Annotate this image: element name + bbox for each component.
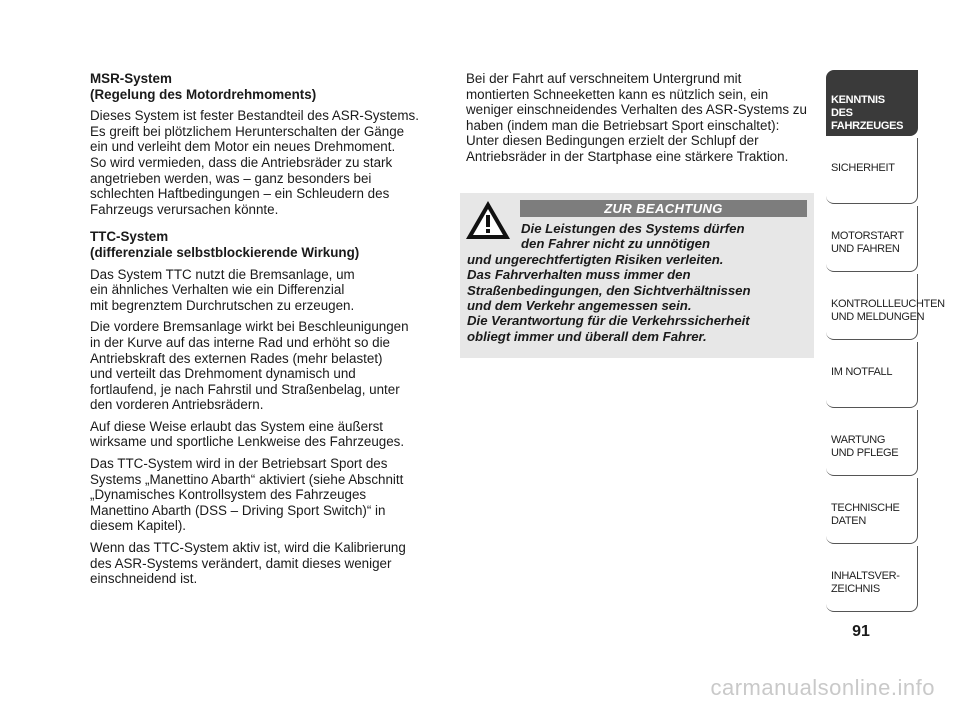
left-column: [90, 71, 436, 593]
ttc-heading: TTC-System (differenziale selbstblockierende Wirkung): [90, 229, 360, 260]
tab-sicherheit[interactable]: [826, 138, 918, 204]
right-column: [466, 71, 814, 171]
msr-heading: MSR-System (Regelung des Motordrehmoments): [90, 71, 317, 102]
ttc-paragraph-5: Wenn das TTC-System aktiv ist, wird die Kalibrierung des ASR-Systems verändert, damit dieses weniger einschneidend ist.: [90, 540, 406, 587]
warning-line: Das Fahrverhalten muss immer den: [467, 267, 691, 283]
warning-line: obliegt immer und überall dem Fahrer.: [467, 328, 707, 344]
snow-chain-paragraph: Bei der Fahrt auf verschneitem Untergrund mit montierten Schneeketten kann es nützlich sein, ein weniger einschneidendes Verhalten des ASR-Systems zu haben (indem man die Betriebsart Sport einschaltet): Unter diesen Bedingungen erzielt der Schlupf der Antriebsräder in der Startphase eine stärkere Traktion.: [466, 71, 807, 164]
tab-notfall[interactable]: [826, 342, 918, 408]
tab-inhaltsverzeichnis[interactable]: [826, 546, 918, 612]
tab-wartung[interactable]: [826, 410, 918, 476]
ttc-paragraph-1: Das System TTC nutzt die Bremsanlage, um ein ähnliches Verhalten wie ein Differenzial mit begrenztem Durchrutschen zu erzeugen.: [90, 266, 355, 313]
ttc-paragraph-4: Das TTC-System wird in der Betriebsart Sport des Systems „Manettino Abarth“ aktiviert (siehe Abschnitt „Dynamisches Kontrollsystem des Fahrzeuges Manettino Abarth (DSS – Driving Sport Switch)“ in diesem Kapitel).: [90, 456, 404, 534]
ttc-paragraph-3: Auf diese Weise erlaubt das System eine äußerst wirksame und sportliche Lenkweise des Fahrzeuges.: [90, 418, 405, 450]
warning-line: den Fahrer nicht zu unnötigen: [521, 236, 711, 252]
msr-paragraph: Dieses System ist fester Bestandteil des ASR-Systems. Es greift bei plötzlichem Herunterschalten der Gänge ein und verleiht dem Motor ein neues Drehmoment. So wird vermieden, dass die Antriebsräder zu stark angetrieben werden, was – ganz besonders bei schlechten Haftbedingungen – ein Schleudern des Fahrzeugs verursachen könnte.: [90, 108, 419, 217]
chapter-tabs: [826, 70, 945, 614]
tab-motorstart[interactable]: [826, 206, 918, 272]
ttc-paragraph-2: Die vordere Bremsanlage wirkt bei Beschleunigungen in der Kurve auf das interne Rad und erhöht so die Antriebskraft des externen Rades (mehr belastet) und verteilt das Drehmoment dynamisch und fortlaufend, je nach Fahrstil und Straßenbelag, unter den vorderen Antriebsrädern.: [90, 319, 409, 413]
tab-label: TECHNISCHE DATEN: [831, 502, 900, 527]
tab-label: KONTROLLLEUCHTEN UND MELDUNGEN: [831, 298, 945, 323]
warning-line: und dem Verkehr angemessen sein.: [467, 298, 692, 314]
warning-line: Die Leistungen des Systems dürfen: [521, 221, 745, 236]
tab-label: MOTORSTART UND FAHREN: [831, 230, 904, 255]
warning-box: [460, 193, 814, 358]
tab-kenntnis[interactable]: [826, 70, 918, 136]
warning-line: Straßenbedingungen, den Sichtverhältnissen: [467, 282, 751, 298]
warning-line: Die Verantwortung für die Verkehrssicherheit: [467, 313, 750, 329]
tab-kontrollleuchten[interactable]: [826, 274, 945, 340]
watermark: carmanualsonline.info: [710, 675, 935, 700]
tab-label: IM NOTFALL: [831, 366, 893, 378]
warning-title: ZUR BEACHTUNG: [520, 200, 807, 217]
tab-label: INHALTSVER- ZEICHNIS: [831, 570, 900, 595]
tab-label: WARTUNG UND PFLEGE: [831, 434, 899, 459]
tab-label: KENNTNIS DES FAHRZEUGES: [831, 94, 904, 132]
warning-line: und ungerechtfertigten Risiken verleiten.: [467, 251, 724, 267]
tab-technische-daten[interactable]: [826, 478, 918, 544]
tab-label: SICHERHEIT: [831, 162, 895, 174]
warning-text: [467, 221, 807, 344]
page-number: 91: [852, 623, 870, 640]
